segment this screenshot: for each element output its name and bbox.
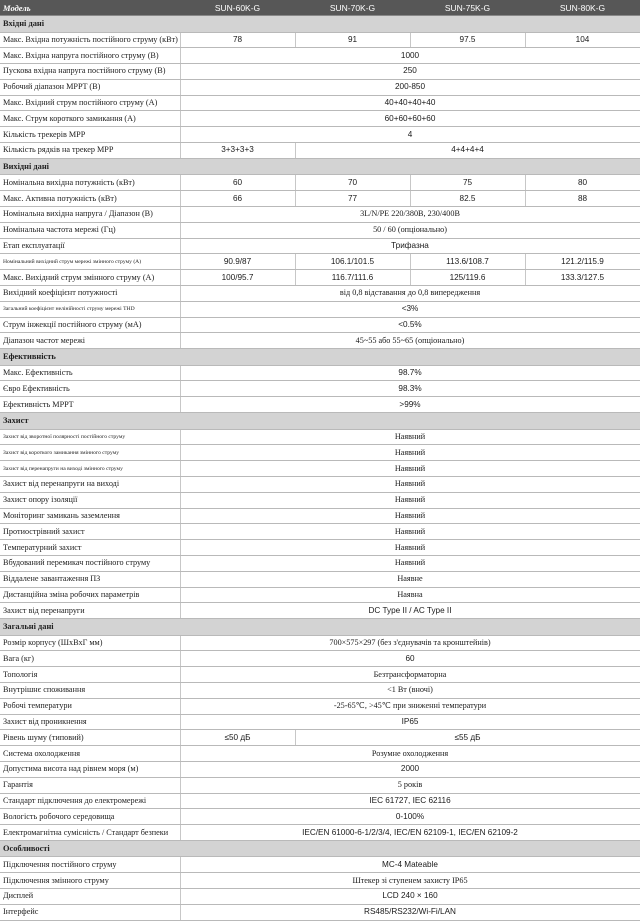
spec-row bbox=[0, 651, 640, 667]
spec-label: Макс. Вхідна потужність постійного струму (кВт) bbox=[0, 32, 180, 48]
model-name-sun-80k-g: SUN-80K-G bbox=[525, 0, 640, 16]
spec-row bbox=[0, 746, 640, 762]
spec-label: Інтерфейс bbox=[0, 904, 180, 920]
spec-value: 116.7/111.6 bbox=[295, 270, 410, 286]
spec-value: 78 bbox=[180, 32, 295, 48]
spec-label: Захист від перенапруги на виході змінного струму bbox=[0, 461, 180, 477]
spec-row bbox=[0, 317, 640, 333]
spec-row bbox=[0, 603, 640, 619]
spec-label: Підключення постійного струму bbox=[0, 857, 180, 873]
model-name-sun-60k-g: SUN-60K-G bbox=[180, 0, 295, 16]
spec-value: 77 bbox=[295, 191, 410, 207]
spec-row bbox=[0, 540, 640, 556]
spec-value: 5 років bbox=[180, 777, 640, 793]
spec-value: Наявний bbox=[180, 555, 640, 571]
spec-value: 80 bbox=[525, 175, 640, 191]
spec-value: 66 bbox=[180, 191, 295, 207]
spec-row bbox=[0, 825, 640, 841]
spec-row bbox=[0, 461, 640, 477]
spec-row bbox=[0, 175, 640, 191]
spec-row bbox=[0, 476, 640, 492]
spec-value: Безтрансформаторна bbox=[180, 667, 640, 683]
spec-label: Пускова вхідна напруга постійного струму (В) bbox=[0, 64, 180, 80]
spec-value: 97.5 bbox=[410, 32, 525, 48]
spec-row bbox=[0, 285, 640, 301]
spec-value: 104 bbox=[525, 32, 640, 48]
spec-row bbox=[0, 730, 640, 746]
spec-label: Кількість рядків на трекер MPP bbox=[0, 143, 180, 159]
section-title: Вихідні дані bbox=[0, 158, 640, 175]
spec-row bbox=[0, 254, 640, 270]
spec-label: Захист від перенапруги на виході bbox=[0, 476, 180, 492]
section-title: Загальні дані bbox=[0, 619, 640, 636]
spec-value: <3% bbox=[180, 301, 640, 317]
model-name-sun-70k-g: SUN-70K-G bbox=[295, 0, 410, 16]
spec-label: Дистанційна зміна робочих параметрів bbox=[0, 587, 180, 603]
spec-value: 50 / 60 (опціонально) bbox=[180, 222, 640, 238]
spec-value: 45~55 або 55~65 (опціонально) bbox=[180, 333, 640, 349]
spec-row bbox=[0, 492, 640, 508]
spec-value: Розумне охолодження bbox=[180, 746, 640, 762]
spec-label: Макс. Струм короткого замикання (A) bbox=[0, 111, 180, 127]
spec-label: Підключення змінного струму bbox=[0, 873, 180, 889]
section-header bbox=[0, 16, 640, 33]
spec-label: Макс. Ефективність bbox=[0, 365, 180, 381]
spec-label: Захист від короткого замикання змінного струму bbox=[0, 445, 180, 461]
spec-row bbox=[0, 571, 640, 587]
spec-value: Наявний bbox=[180, 540, 640, 556]
spec-row bbox=[0, 889, 640, 905]
spec-label: Розмір корпусу (ШхВхГ мм) bbox=[0, 635, 180, 651]
spec-row bbox=[0, 809, 640, 825]
spec-value: 60 bbox=[180, 651, 640, 667]
spec-value: -25-65℃, >45℃ при зниженні температури bbox=[180, 698, 640, 714]
spec-value: 3L/N/PE 220/380В, 230/400В bbox=[180, 206, 640, 222]
spec-value: 75 bbox=[410, 175, 525, 191]
spec-value: 82.5 bbox=[410, 191, 525, 207]
spec-row bbox=[0, 333, 640, 349]
spec-value: RS485/RS232/Wi-Fi/LAN bbox=[180, 904, 640, 920]
spec-row bbox=[0, 365, 640, 381]
spec-value: 60 bbox=[180, 175, 295, 191]
spec-row bbox=[0, 445, 640, 461]
spec-label: Гарантія bbox=[0, 777, 180, 793]
section-header bbox=[0, 158, 640, 175]
spec-value: Наявна bbox=[180, 587, 640, 603]
spec-row bbox=[0, 873, 640, 889]
spec-label: Макс. Вхідний струм постійного струму (A) bbox=[0, 95, 180, 111]
spec-row bbox=[0, 508, 640, 524]
spec-value: Наявний bbox=[180, 492, 640, 508]
spec-value: MC-4 Mateable bbox=[180, 857, 640, 873]
spec-label: Температурний захист bbox=[0, 540, 180, 556]
spec-value: 2000 bbox=[180, 761, 640, 777]
spec-label: Захист від зворотної полярності постійного струму bbox=[0, 429, 180, 445]
spec-label: Робочі температури bbox=[0, 698, 180, 714]
spec-value: 98.3% bbox=[180, 381, 640, 397]
section-header bbox=[0, 619, 640, 636]
section-title: Захист bbox=[0, 413, 640, 430]
spec-value: 700×575×297 (без з'єднувачів та кронштейнів) bbox=[180, 635, 640, 651]
spec-row bbox=[0, 64, 640, 80]
section-title: Особливості bbox=[0, 840, 640, 857]
spec-value: Наявний bbox=[180, 524, 640, 540]
spec-row bbox=[0, 238, 640, 254]
spec-value: 3+3+3+3 bbox=[180, 143, 295, 159]
spec-row bbox=[0, 555, 640, 571]
spec-value: <1 Вт (вночі) bbox=[180, 682, 640, 698]
section-title: Ефективність bbox=[0, 349, 640, 366]
spec-row bbox=[0, 682, 640, 698]
spec-value: 90.9/87 bbox=[180, 254, 295, 270]
spec-value: 60+60+60+60 bbox=[180, 111, 640, 127]
spec-row bbox=[0, 222, 640, 238]
spec-label: Кількість трекерів MPP bbox=[0, 127, 180, 143]
spec-row bbox=[0, 761, 640, 777]
spec-value: ≤50 дБ bbox=[180, 730, 295, 746]
spec-label: Робочий діапазон MPPT (В) bbox=[0, 79, 180, 95]
spec-row bbox=[0, 381, 640, 397]
spec-row bbox=[0, 206, 640, 222]
spec-row bbox=[0, 524, 640, 540]
spec-value: 133.3/127.5 bbox=[525, 270, 640, 286]
spec-row bbox=[0, 714, 640, 730]
spec-label: Вага (кг) bbox=[0, 651, 180, 667]
spec-row bbox=[0, 777, 640, 793]
spec-label: Дисплей bbox=[0, 889, 180, 905]
spec-row bbox=[0, 270, 640, 286]
spec-value: Штекер зі ступенем захисту IP65 bbox=[180, 873, 640, 889]
spec-row bbox=[0, 191, 640, 207]
spec-value: 91 bbox=[295, 32, 410, 48]
spec-label: Євро Ефективність bbox=[0, 381, 180, 397]
spec-label: Захист від перенапруги bbox=[0, 603, 180, 619]
spec-value: 121.2/115.9 bbox=[525, 254, 640, 270]
section-title: Вхідні дані bbox=[0, 16, 640, 33]
spec-value: Наявне bbox=[180, 571, 640, 587]
spec-label: Протиострівний захист bbox=[0, 524, 180, 540]
spec-value: IEC/EN 61000-6-1/2/3/4, IEC/EN 62109-1, IEC/EN 62109-2 bbox=[180, 825, 640, 841]
spec-row bbox=[0, 698, 640, 714]
spec-row bbox=[0, 127, 640, 143]
model-header-label: Модель bbox=[0, 0, 180, 16]
spec-label: Захист опору ізоляції bbox=[0, 492, 180, 508]
spec-label: Допустима висота над рівнем моря (м) bbox=[0, 761, 180, 777]
spec-label: Електромагнітна сумісність / Стандарт безпеки bbox=[0, 825, 180, 841]
spec-value: 4+4+4+4 bbox=[295, 143, 640, 159]
spec-value: 98.7% bbox=[180, 365, 640, 381]
spec-label: Етап експлуатації bbox=[0, 238, 180, 254]
spec-value: 40+40+40+40 bbox=[180, 95, 640, 111]
spec-value: 250 bbox=[180, 64, 640, 80]
spec-value: 100/95.7 bbox=[180, 270, 295, 286]
spec-row bbox=[0, 397, 640, 413]
spec-value: від 0,8 відставання до 0,8 випередження bbox=[180, 285, 640, 301]
spec-value: 125/119.6 bbox=[410, 270, 525, 286]
spec-row bbox=[0, 143, 640, 159]
spec-label: Макс. Вихідний струм змінного струму (A) bbox=[0, 270, 180, 286]
spec-row bbox=[0, 32, 640, 48]
spec-value: Наявний bbox=[180, 445, 640, 461]
spec-row bbox=[0, 79, 640, 95]
spec-value: 106.1/101.5 bbox=[295, 254, 410, 270]
spec-label: Рівень шуму (типовий) bbox=[0, 730, 180, 746]
section-header bbox=[0, 349, 640, 366]
spec-label: Номінальний вихідний струм мережі змінного струму (A) bbox=[0, 254, 180, 270]
spec-label: Система охолодження bbox=[0, 746, 180, 762]
spec-value: 113.6/108.7 bbox=[410, 254, 525, 270]
spec-label: Вихідний коефіцієнт потужності bbox=[0, 285, 180, 301]
spec-value: Наявний bbox=[180, 461, 640, 477]
spec-label: Вбудований перемикач постійного струму bbox=[0, 555, 180, 571]
spec-label: Загальний коефіцієнт нелінійності струму мережі THD bbox=[0, 301, 180, 317]
section-header bbox=[0, 413, 640, 430]
spec-row bbox=[0, 48, 640, 64]
spec-value: 1000 bbox=[180, 48, 640, 64]
spec-row bbox=[0, 95, 640, 111]
spec-value: 4 bbox=[180, 127, 640, 143]
spec-value: IEC 61727, IEC 62116 bbox=[180, 793, 640, 809]
spec-label: Вологість робочого середовища bbox=[0, 809, 180, 825]
spec-value: Наявний bbox=[180, 508, 640, 524]
spec-row bbox=[0, 111, 640, 127]
spec-value: Наявний bbox=[180, 429, 640, 445]
spec-label: Макс. Активна потужність (кВт) bbox=[0, 191, 180, 207]
spec-row bbox=[0, 667, 640, 683]
section-header bbox=[0, 840, 640, 857]
spec-value: ≤55 дБ bbox=[295, 730, 640, 746]
spec-value: Трифазна bbox=[180, 238, 640, 254]
spec-value: <0.5% bbox=[180, 317, 640, 333]
spec-value: 200-850 bbox=[180, 79, 640, 95]
spec-value: 70 bbox=[295, 175, 410, 191]
spec-label: Макс. Вхідна напруга постійного струму (В) bbox=[0, 48, 180, 64]
spec-label: Захист від проникнення bbox=[0, 714, 180, 730]
spec-value: IP65 bbox=[180, 714, 640, 730]
spec-label: Номінальна вихідна потужність (кВт) bbox=[0, 175, 180, 191]
spec-row bbox=[0, 587, 640, 603]
spec-value: >99% bbox=[180, 397, 640, 413]
spec-row bbox=[0, 857, 640, 873]
spec-row bbox=[0, 429, 640, 445]
spec-row bbox=[0, 793, 640, 809]
model-name-sun-75k-g: SUN-75K-G bbox=[410, 0, 525, 16]
spec-label: Струм інжекції постійного струму (мA) bbox=[0, 317, 180, 333]
model-header-row bbox=[0, 0, 640, 16]
spec-label: Номінальна частота мережі (Гц) bbox=[0, 222, 180, 238]
spec-value: DC Type II / AC Type II bbox=[180, 603, 640, 619]
spec-label: Внутрішнє споживання bbox=[0, 682, 180, 698]
spec-label: Віддалене завантаження ПЗ bbox=[0, 571, 180, 587]
spec-label: Топологія bbox=[0, 667, 180, 683]
spec-value: LCD 240 × 160 bbox=[180, 889, 640, 905]
spec-label: Стандарт підключення до електромережі bbox=[0, 793, 180, 809]
spec-value: 88 bbox=[525, 191, 640, 207]
spec-label: Діапазон частот мережі bbox=[0, 333, 180, 349]
spec-row bbox=[0, 301, 640, 317]
spec-label: Моніторинг замикань заземлення bbox=[0, 508, 180, 524]
spec-value: Наявний bbox=[180, 476, 640, 492]
spec-row bbox=[0, 635, 640, 651]
spec-row bbox=[0, 904, 640, 920]
spec-value: 0-100% bbox=[180, 809, 640, 825]
spec-label: Номінальна вихідна напруга / Діапазон (В) bbox=[0, 206, 180, 222]
spec-label: Ефективність MPPT bbox=[0, 397, 180, 413]
